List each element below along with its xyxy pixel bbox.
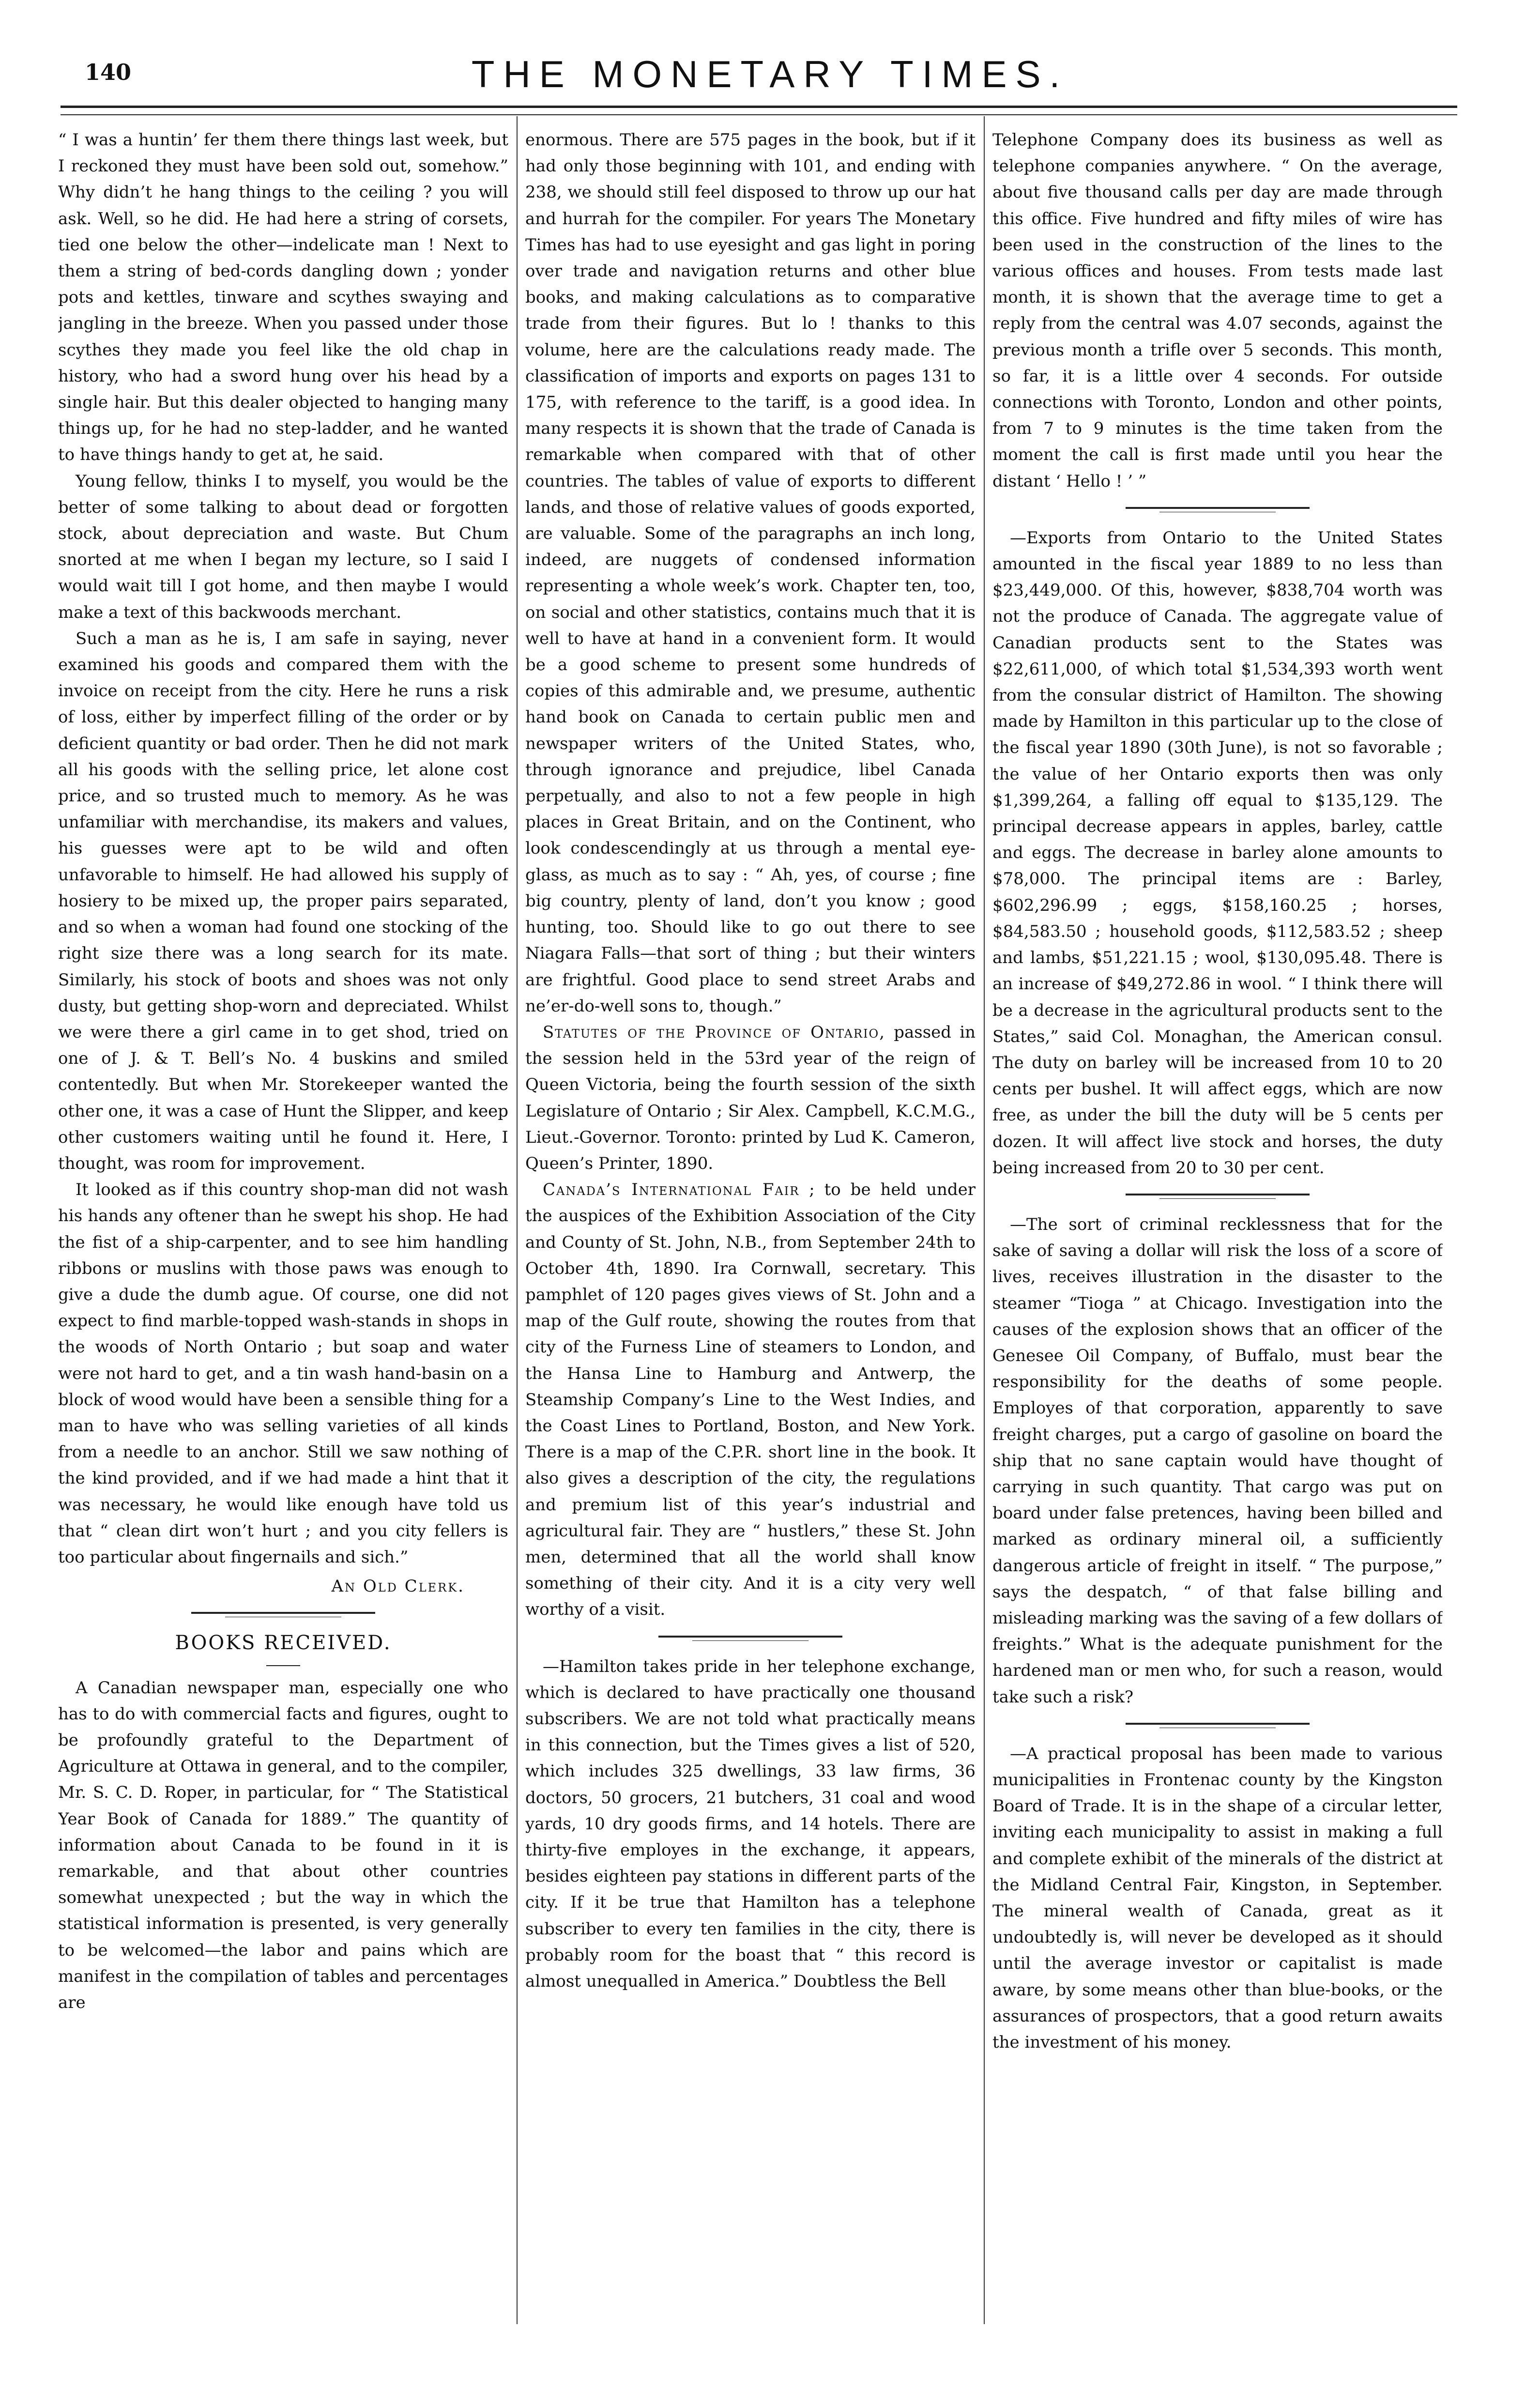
item-title: Canada’s International Fair	[543, 1180, 800, 1200]
article-paragraph: —A practical proposal has been made to various municipalities in Frontenac county by the Kingston Board of Trade. It is in the shape of a circular letter, inviting each municipality to assist in making a full and complete exhibit of the minerals of the district at the Midland Central Fair, Kingston, in September. The mineral wealth of Canada, great as it undoubtedly is, will never be developed as it should until the average investor or capitalist is made aware, by some means other than blue-books, or the assurances of prospectors, that a good return awaits the investment of his money.	[992, 1744, 1443, 2053]
article-paragraph: Telephone Company does its business as well as telephone companies anywhere. “ On the average, about five thousand calls per day are made through this office. Five hundred and fifty miles of wire has been used in the construction of the lines to the various offices and houses. From tests made last month, it is shown that the average time to get a reply from the central was 4.07 seconds, against the previous month a trifle over 5 seconds. This month, so far, it is a little over 4 seconds. For outside connections with Toronto, London and other points, from 7 to 9 minutes is the time taken from the moment the call is first made until you hear the distant ‘ Hello ! ’ ”	[992, 130, 1443, 491]
column-2	[525, 127, 976, 2340]
heading-underline	[266, 1665, 300, 1666]
section-rule	[1126, 507, 1310, 512]
article-paragraph	[525, 1177, 976, 1623]
article-paragraph: “ I was a huntin’ fer them there things last week, but I reckoned they must have been sold out, somehow.” Why didn’t he hang things to the ceiling ? you will ask. Well, so he did. He had here a string of corsets, tied one below the other—indelicate man ! Next to them a string of bed-cords dangling down ; yonder pots and kettles, tinware and scythes swaying and jangling in the breeze. When you passed under those scythes they made you feel like the old chap in history, who had a sword hung over his head by a single hair. But this dealer objected to hanging many things up, for he had no step-ladder, and he wanted to have things handy to get at, he said.	[58, 130, 508, 465]
article-paragraph	[525, 1019, 976, 1177]
column-divider-2	[984, 116, 985, 2324]
masthead: THE MONETARY TIMES.	[471, 53, 1069, 95]
article-paragraph: enormous. There are 575 pages in the book, but if it had only those beginning with 101, and ending with 238, we should still feel disposed to throw up our hat and hurrah for the compiler. For years The Monetary Times has had to use eyesight and gas light in poring over trade and navigation returns and other blue books, and making calculations as to comparative trade from their figures. But lo ! thanks to this volume, here are the calculations ready made. The classification of imports and exports on pages 131 to 175, with reference to the tariff, is a good idea. In many respects it is shown that the trade of Canada is remarkable when compared with that of other countries. The tables of value of exports to different lands, and those of relative values of goods exported, are valuable. Some of the paragraphs an inch long, indeed, are nuggets of condensed information representing a whole week’s work. Chapter ten, too, on social and other statistics, contains much that it is well to have at hand in a convenient form. It would be a good scheme to present some hundreds of copies of this admirable and, we presume, authentic hand book on Canada to certain public men and newspaper writers of the United States, who, through ignorance and prejudice, libel Canada perpetually, and also to not a few people in high places in Great Britain, and on the Continent, who look condescendingly at us through a mental eye-glass, as much as to say : “ Ah, yes, of course ; fine big country, plenty of land, don’t you know ; good hunting, too. Should like to go out there to see Niagara Falls—that sort of thing ; but their winters are frightful. Good place to send street Arabs and ne’er-do-well sons to, though.”	[525, 130, 976, 1016]
section-rule	[658, 1636, 842, 1641]
article-paragraph: Such a man as he is, I am safe in saying, never examined his goods and compared them with the invoice on receipt from the city. Here he runs a risk of loss, either by imperfect filling of the order or by deficient quantity or bad order. Then he did not mark all his goods with the selling price, let alone cost price, and so trusted much to memory. As he was unfamiliar with merchandise, its makers and values, his guesses were apt to be wild and often unfavorable to himself. He had allowed his supply of hosiery to be mixed up, the proper pairs separated, and so when a woman had found one stocking of the right size there was a long search for its mate. Similarly, his stock of boots and shoes was not only dusty, but getting shop-worn and depreciated. Whilst we were there a girl came in to get shod, tried on one of J. & T. Bell’s No. 4 buskins and smiled contentedly. But when Mr. Storekeeper wanted the other one, it was a case of Hunt the Slipper, and keep other customers waiting until he found it. Here, I thought, was room for improvement.	[58, 628, 508, 1173]
article-paragraph: —The sort of criminal recklessness that for the sake of saving a dollar will risk the loss of a score of lives, receives illustration in the disaster to the steamer “Tioga ” at Chicago. Investigation into the causes of the explosion shows that an officer of the Genesee Oil Company, of Buffalo, must bear the responsibility for the deaths of some people. Employes of that corporation, apparently to save freight charges, put a cargo of gasoline on board the ship that no sane captain would have thought of carrying in such quantity. That cargo was put on board under false pretences, having been billed and marked as ordinary mineral oil, a sufficiently dangerous article of freight in itself. “ The purpose,” says the despatch, “ of that false billing and misleading marking was the saving of a few dollars of freights.” What is the adequate punishment for the hardened man or men who, for such a reason, would take such a risk?	[992, 1214, 1443, 1707]
masthead-rule	[61, 106, 1457, 108]
column-divider-1	[517, 116, 518, 2324]
article-paragraph: —Hamilton takes pride in her telephone exchange, which is declared to have practically one thousand subscribers. We are not told what practically means in this connection, but the Times gives a list of 520, which includes 325 dwellings, 33 law firms, 36 doctors, 50 grocers, 21 butchers, 31 coal and wood yards, 10 dry goods firms, and 14 hotels. There are thirty-five employes in the exchange, it appears, besides eighteen pay stations in different parts of the city. If it be true that Hamilton has a telephone subscriber to every ten families in the city, there is probably room for the boast that “ this record is almost unequalled in America.” Doubtless the Bell	[525, 1656, 976, 1992]
column-3	[992, 127, 1443, 2340]
item-title: Statutes of the Province of Ontario,	[543, 1022, 886, 1042]
page-number: 140	[85, 59, 132, 85]
item-text: passed in the session held in the 53rd year of the reign of Queen Victoria, being the fourth session of the sixth Legislature of Ontario ; Sir Alex. Campbell, K.C.M.G., Lieut.-Governor. Toronto: printed by Lud K. Cameron, Queen’s Printer, 1890.	[525, 1022, 976, 1173]
section-rule	[1126, 1723, 1310, 1728]
article-paragraph: It looked as if this country shop-man did not wash his hands any oftener than he swept his shop. He had the fist of a ship-carpenter, and to see him handling ribbons or muslins with those paws was enough to give a dude the dumb ague. Of course, one did not expect to find marble-topped wash-stands in shops in the woods of North Ontario ; but soap and water were not hard to get, and a tin wash hand-basin on a block of wood would have been a sensible thing for a man to have who was selling varieties of all kinds from a needle to an anchor. Still we saw nothing of the kind provided, and if we had made a hint that it was necessary, he would like enough have told us that “ clean dirt won’t hurt ; and you city fellers is too particular about fingernails and sich.”	[58, 1180, 508, 1567]
column-1	[58, 127, 508, 2340]
masthead-rule-thin	[61, 114, 1457, 115]
article-paragraph: A Canadian newspaper man, especially one who has to do with commercial facts and figures, ought to be profoundly grateful to the Department of Agriculture at Ottawa in general, and to the compiler, Mr. S. C. D. Roper, in particular, for “ The Statistical Year Book of Canada for 1889.” The quantity of information about Canada to be found in it is remarkable, and that about other countries somewhat unexpected ; but the way in which the statistical information is presented, is very generally to be welcomed—the labor and pains which are manifest in the compilation of tables and percentages are	[58, 1678, 508, 2013]
article-signature: An Old Clerk.	[331, 1577, 465, 1596]
item-text: ; to be held under the auspices of the Exhibition Association of the City and County of St. John, N.B., from September 24th to October 4th, 1890. Ira Cornwall, secretary. This pamphlet of 120 pages gives views of St. John and a map of the Gulf route, showing the routes from that city of the Furness Line of steamers to London, and the Hansa Line to Hamburg and Antwerp, the Steamship Company’s Line to the West Indies, and the Coast Lines to Portland, Boston, and New York. There is a map of the C.P.R. short line in the book. It also gives a description of the city, the regulations and premium list of this year’s industrial and agricultural fair. They are “ hustlers,” these St. John men, determined that all the world shall know something of their city. And it is a city very well worthy of a visit.	[525, 1180, 976, 1620]
section-rule	[1126, 1194, 1310, 1199]
article-paragraph: —Exports from Ontario to the United States amounted in the fiscal year 1889 to no less than $23,449,000. Of this, however, $838,704 worth was not the produce of Canada. The aggregate value of Canadian products sent to the States was $22,611,000, of which total $1,534,393 worth went from the consular district of Hamilton. The showing made by Hamilton in this particular up to the close of the fiscal year 1890 (30th June), is not so favorable ; the value of her Ontario exports then was only $1,399,264, a falling off equal to $135,129. The principal decrease appears in apples, barley, cattle and eggs. The decrease in barley alone amounts to $78,000. The principal items are : Barley, $602,296.99 ; eggs, $158,160.25 ; horses, $84,583.50 ; household goods, $112,583.52 ; sheep and lambs, $51,221.15 ; wool, $130,095.48. There is an increase of $49,272.86 in wool. “ I think there will be a decrease in the agricultural products sent to the States,” said Col. Monaghan, the American consul. The duty on barley will be increased from 10 to 20 cents per bushel. It will affect eggs, which are now free, as under the bill the duty will be 5 cents per dozen. It will affect live stock and horses, the duty being increased from 20 to 30 per cent.	[992, 528, 1443, 1178]
article-paragraph: Young fellow, thinks I to myself, you would be the better of some talking to about dead or forgotten stock, about depreciation and waste. But Chum snorted at me when I began my lecture, so I said I would wait till I got home, and then maybe I would make a text of this backwoods merchant.	[58, 471, 508, 622]
section-rule	[191, 1612, 375, 1617]
section-heading-books-received: BOOKS RECEIVED.	[175, 1632, 392, 1655]
